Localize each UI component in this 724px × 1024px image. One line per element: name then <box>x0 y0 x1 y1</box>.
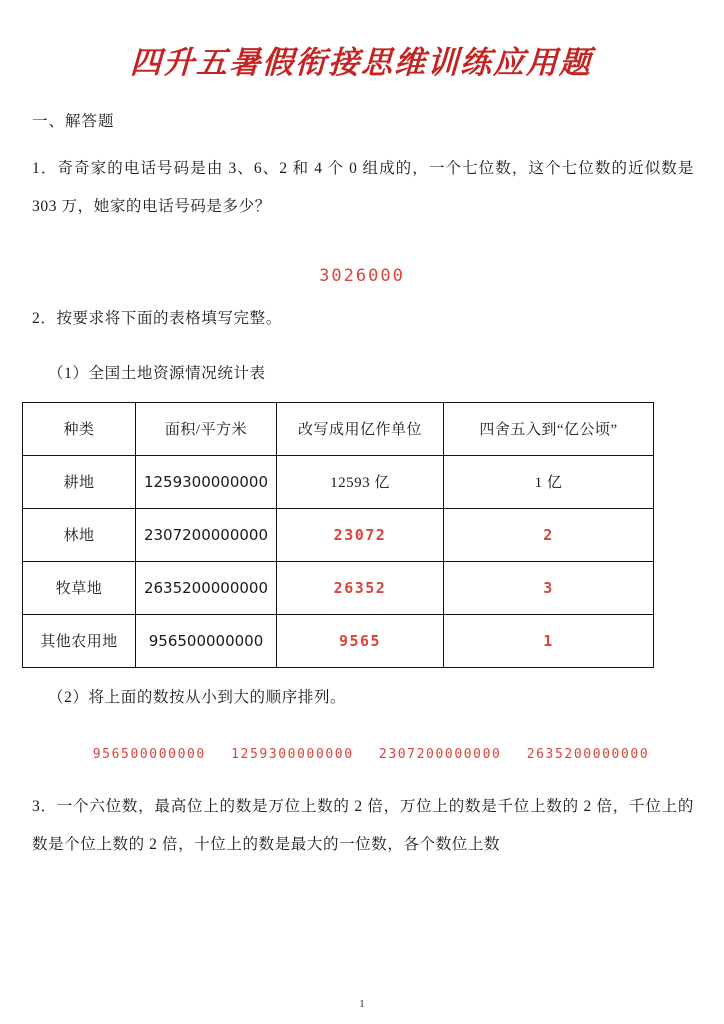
page-title: 四升五暑假衔接思维训练应用题 <box>129 45 593 81</box>
question-2-sorted-answer <box>22 746 702 762</box>
question-2-sub-label-1: （1）全国土地资源情况统计表 <box>48 365 266 383</box>
table-row <box>23 561 654 614</box>
cell-rewrite: 26352 <box>277 561 444 614</box>
table-row <box>23 455 654 508</box>
sorted-value-4: 2635200000000 <box>526 746 650 762</box>
cell-rewrite: 23072 <box>277 508 444 561</box>
cell-rewrite: 9565 <box>277 614 444 667</box>
cell-kind: 其他农用地 <box>23 614 136 667</box>
question-1-text: 1．奇奇家的电话号码是由 3、6、2 和 4 个 0 组成的，一个七位数，这个七位数的近似数是 303 万，她家的电话号码是多少？ <box>32 160 694 216</box>
table-header-area: 面积/平方米 <box>136 402 277 455</box>
table-header-row <box>23 402 654 455</box>
cell-kind: 林地 <box>23 508 136 561</box>
cell-round: 3 <box>444 561 654 614</box>
table-row <box>23 614 654 667</box>
cell-kind: 耕地 <box>23 455 136 508</box>
cell-round: 1 <box>444 614 654 667</box>
question-1-answer <box>22 266 702 286</box>
section-heading: 一、解答题 <box>32 112 115 130</box>
cell-kind: 牧草地 <box>23 561 136 614</box>
cell-rewrite: 12593 亿 <box>277 455 444 508</box>
table-header-round: 四舍五入到“亿公顷” <box>444 402 654 455</box>
cell-area: 1259300000000 <box>136 455 277 508</box>
sorted-value-3: 2307200000000 <box>378 746 502 762</box>
page-number: 1 <box>359 998 365 1010</box>
answer-value: 3026000 <box>319 266 405 287</box>
question-2-sub-label-2: （2）将上面的数按从小到大的顺序排列。 <box>48 688 347 706</box>
sorted-value-2: 1259300000000 <box>231 746 354 762</box>
cell-area: 2635200000000 <box>136 561 277 614</box>
table-row <box>23 508 654 561</box>
question-2-text: 2．按要求将下面的表格填写完整。 <box>32 310 282 328</box>
land-resource-table <box>22 402 654 668</box>
sorted-value-1: 956500000000 <box>92 746 206 762</box>
question-3-text: 3．一个六位数，最高位上的数是万位上数的 2 倍，万位上的数是千位上数的 2 倍，千位上的数是个位上数的 2 倍，十位上的数是最大的一位数，各个数位上数 <box>32 797 694 853</box>
table-header-kind: 种类 <box>23 402 136 455</box>
cell-round: 2 <box>444 508 654 561</box>
cell-area: 2307200000000 <box>136 508 277 561</box>
table-header-rewrite: 改写成用亿作单位 <box>277 402 444 455</box>
cell-area: 956500000000 <box>136 614 277 667</box>
cell-round: 1 亿 <box>444 455 654 508</box>
